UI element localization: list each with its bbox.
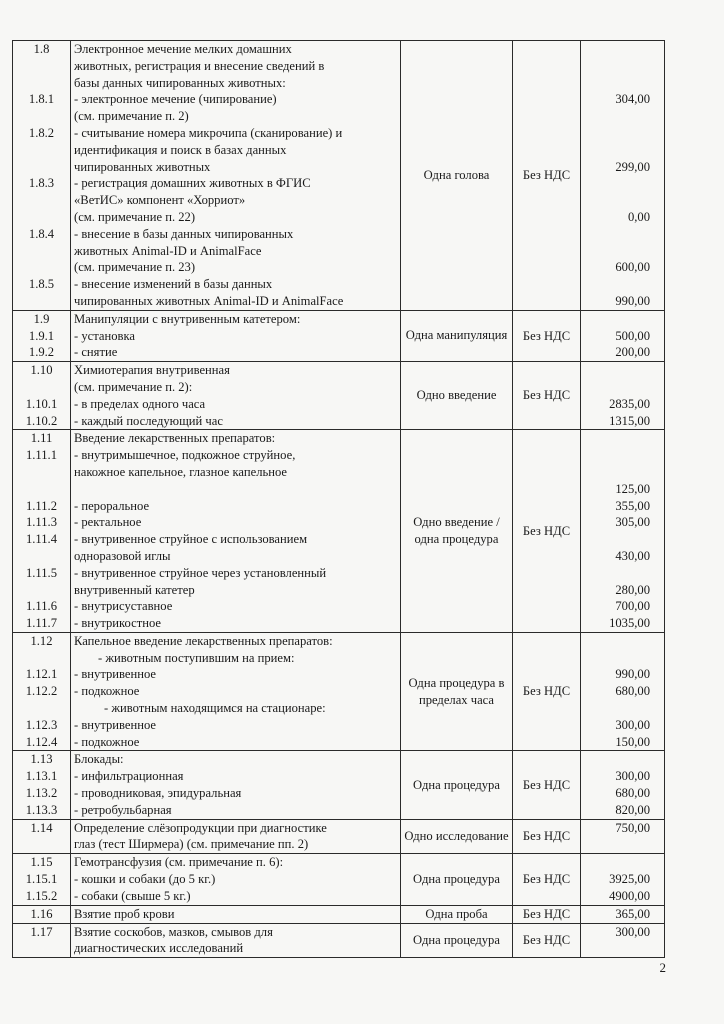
service-description-line: - внутрикостное (74, 616, 161, 631)
service-description-line: внутривенный катетер (74, 582, 195, 597)
service-description-line: - животным находящимся на стационаре: (104, 701, 326, 716)
price-line: 280,00 (615, 582, 650, 597)
service-description-line: Манипуляции с внутривенным катетером: (74, 311, 301, 326)
service-description (71, 362, 401, 430)
service-description-line: - подкожное (74, 734, 140, 749)
vat-status: Без НДС (513, 905, 581, 923)
service-description-line: - в пределах одного часа (74, 396, 206, 411)
service-description (71, 905, 401, 923)
service-description-line: Гемотрансфузия (см. примечание п. 6): (74, 855, 284, 870)
service-description-line: базы данных чипированных животных: (74, 75, 286, 90)
item-number-line (16, 293, 67, 310)
service-description (71, 751, 401, 819)
service-description-line: Электронное мечение мелких домашних (74, 42, 292, 56)
service-description-line: одноразовой иглы (74, 548, 171, 563)
vat-status: Без НДС (513, 310, 581, 361)
service-description-line: - каждый последующий час (74, 413, 223, 428)
service-description-line: Взятие проб крови (74, 906, 175, 921)
price-line (584, 243, 650, 260)
item-number-line: 1.11.6 (25, 599, 58, 614)
price-line (584, 379, 650, 396)
service-description-line: - инфильтрационная (74, 769, 184, 784)
item-number-line: 1.13.3 (25, 802, 58, 817)
price-line (584, 531, 650, 548)
service-description-line: Введение лекарственных препаратов: (74, 431, 276, 446)
price-line: 700,00 (615, 599, 650, 614)
price-line: 3925,00 (609, 872, 650, 887)
service-description-line: Взятие соскобов, мазков, смывов для (74, 924, 273, 939)
vat-status: Без НДС (513, 923, 581, 958)
table-row (13, 362, 665, 430)
price-line: 500,00 (615, 328, 650, 343)
item-number-line (16, 75, 67, 92)
unit-of-measure (401, 751, 513, 819)
table-row (13, 854, 665, 905)
price (581, 362, 665, 430)
unit-text: Одно введение (416, 388, 497, 403)
unit-text: Одна проба (425, 906, 488, 921)
item-number-line: 1.12.2 (25, 684, 58, 699)
price-line: 300,00 (615, 769, 650, 784)
item-number-line: 1.12.3 (25, 717, 58, 732)
service-description-line: Капельное введение лекарственных препаратов: (74, 633, 333, 648)
table-row (13, 310, 665, 361)
service-description-line: - внутривенное (74, 667, 157, 682)
price-line: 430,00 (615, 548, 650, 563)
price-line: 1315,00 (609, 413, 650, 428)
item-number-line: 1.16 (30, 906, 53, 921)
item-number-line: 1.11.5 (25, 565, 58, 580)
unit-text: Одно исследование (404, 828, 509, 843)
item-number-line: 1.12.4 (25, 734, 58, 749)
price-line (584, 650, 650, 667)
unit-text: Одна манипуляция (405, 328, 508, 343)
vat-status: Без НДС (513, 854, 581, 905)
item-number-line (16, 209, 67, 226)
service-description-line (74, 481, 397, 498)
vat-status: Без НДС (513, 632, 581, 751)
item-number-line: 1.10.2 (25, 413, 58, 428)
item-number (13, 751, 71, 819)
price-line (584, 276, 650, 293)
unit-text: Одна процедура (413, 871, 500, 886)
unit-of-measure (401, 430, 513, 633)
unit-of-measure (401, 819, 513, 854)
price-line: 820,00 (615, 802, 650, 817)
item-number-line (16, 58, 67, 75)
item-number-line: 1.13.1 (25, 769, 58, 784)
service-description-line: - ректальное (74, 515, 142, 530)
service-description-line: - внесение в базы данных чипированных (74, 226, 294, 241)
service-description-line: - внутримышечное, подкожное струйное, (74, 448, 296, 463)
item-number-line (16, 548, 67, 565)
item-number (13, 362, 71, 430)
service-description (71, 923, 401, 958)
price-line (584, 700, 650, 717)
unit-text: Одна процедура (413, 932, 500, 947)
vat-status: Без НДС (513, 430, 581, 633)
price (581, 430, 665, 633)
unit-of-measure (401, 905, 513, 923)
item-number-line: 1.8.5 (28, 277, 55, 292)
table-row (13, 905, 665, 923)
price (581, 310, 665, 361)
service-description (71, 854, 401, 905)
price-line: 600,00 (615, 260, 650, 275)
price-line: 299,00 (615, 159, 650, 174)
item-number-line (16, 159, 67, 176)
service-description-line: - внутривенное струйное с использованием (74, 532, 308, 547)
price-line: 2835,00 (609, 396, 650, 411)
vat-status: Без НДС (513, 819, 581, 854)
item-number (13, 41, 71, 311)
price-line (584, 430, 650, 447)
service-description-line: диагностических исследований (74, 941, 244, 956)
item-number-line (16, 259, 67, 276)
price (581, 751, 665, 819)
price-line (584, 311, 650, 328)
item-number-line (16, 582, 67, 599)
price-line (584, 751, 650, 768)
price-line (584, 41, 650, 58)
item-number (13, 632, 71, 751)
unit-of-measure (401, 854, 513, 905)
item-number-line: 1.14 (30, 820, 53, 835)
service-description-line: - внутривенное (74, 717, 157, 732)
page-number: 2 (659, 960, 666, 975)
price-line: 200,00 (615, 345, 650, 360)
item-number-line: 1.8.2 (28, 125, 55, 140)
item-number-line: 1.8.3 (28, 176, 55, 191)
price-line (584, 362, 650, 379)
item-number-line (16, 243, 67, 260)
service-description-line: - регистрация домашних животных в ФГИС (74, 176, 311, 191)
service-description (71, 310, 401, 361)
price-line: 125,00 (615, 481, 650, 496)
price (581, 923, 665, 958)
price-line: 4900,00 (609, 888, 650, 903)
price-line (584, 75, 650, 92)
price-line: 680,00 (615, 684, 650, 699)
service-description-line: - подкожное (74, 684, 140, 699)
price-line: 365,00 (615, 906, 650, 921)
item-number-line (16, 650, 67, 667)
price-line (584, 58, 650, 75)
item-number-line: 1.10 (30, 363, 53, 378)
service-description-line: - внутрисуставное (74, 599, 173, 614)
item-number (13, 430, 71, 633)
service-description-line: Химиотерапия внутривенная (74, 363, 230, 378)
price-line (584, 854, 650, 871)
service-description-line: (см. примечание п. 2) (74, 109, 189, 124)
service-description (71, 819, 401, 854)
service-description-line: - считывание номера микрочипа (сканирование) и (74, 125, 343, 140)
service-description (71, 41, 401, 311)
price-line (584, 175, 650, 192)
item-number-line (16, 700, 67, 717)
price-line (584, 226, 650, 243)
unit-text: Одна голова (423, 167, 490, 182)
item-number-line (16, 481, 67, 498)
price-table (12, 40, 665, 958)
item-number-line: 1.8 (33, 42, 50, 56)
item-number (13, 854, 71, 905)
table-row (13, 819, 665, 854)
item-number-line: 1.11.1 (25, 448, 58, 463)
service-description-line: - ретробульбарная (74, 802, 172, 817)
item-number-line: 1.13 (30, 752, 53, 767)
price-line: 150,00 (615, 734, 650, 749)
price-line: 750,00 (615, 820, 650, 835)
price-line (584, 125, 650, 142)
price-line: 355,00 (615, 498, 650, 513)
item-number-line: 1.12.1 (25, 667, 58, 682)
unit-of-measure (401, 923, 513, 958)
item-number-line: 1.9 (33, 311, 50, 326)
service-description-line: - внутривенное струйное через установленный (74, 565, 327, 580)
service-description-line: (см. примечание п. 2): (74, 379, 193, 394)
service-description-line: - электронное мечение (чипирование) (74, 92, 277, 107)
item-number-line: 1.9.1 (28, 328, 55, 343)
item-number-line: 1.8.1 (28, 92, 55, 107)
item-number (13, 905, 71, 923)
service-description-line: Определение слёзопродукции при диагностике (74, 820, 327, 835)
unit-of-measure (401, 632, 513, 751)
price-line (584, 192, 650, 209)
service-description (71, 430, 401, 633)
unit-of-measure (401, 310, 513, 361)
service-description-line: (см. примечание п. 22) (74, 209, 196, 224)
price-line (584, 464, 650, 481)
unit-text: Одна процедура (413, 777, 500, 792)
item-number-line: 1.11.2 (25, 498, 58, 513)
item-number-line: 1.15.2 (25, 888, 58, 903)
item-number-line: 1.11.4 (25, 532, 58, 547)
item-number (13, 310, 71, 361)
price-table-body (13, 41, 665, 958)
service-description-line: животных Animal-ID и AnimalFace (74, 243, 262, 258)
price-line: 1035,00 (609, 616, 650, 631)
unit-of-measure (401, 41, 513, 311)
service-description-line: - животным поступившим на прием: (98, 650, 295, 665)
vat-status: Без НДС (513, 41, 581, 311)
service-description (71, 632, 401, 751)
price-line (584, 108, 650, 125)
price-line (584, 142, 650, 159)
price-line: 300,00 (615, 924, 650, 939)
service-description-line: Блокады: (74, 752, 124, 767)
price (581, 632, 665, 751)
service-description-line: чипированных животных (74, 159, 211, 174)
item-number-line: 1.11 (30, 431, 53, 446)
item-number-line (16, 464, 67, 481)
service-description-line: накожное капельное, глазное капельное (74, 464, 287, 479)
service-description-line: - собаки (свыше 5 кг.) (74, 888, 191, 903)
item-number-line: 1.17 (30, 924, 53, 939)
service-description-line: - кошки и собаки (до 5 кг.) (74, 872, 216, 887)
item-number-line: 1.15.1 (25, 872, 58, 887)
table-row (13, 430, 665, 633)
unit-of-measure (401, 362, 513, 430)
item-number (13, 819, 71, 854)
service-description-line: - установка (74, 328, 135, 343)
item-number-line (16, 108, 67, 125)
item-number-line: 1.10.1 (25, 396, 58, 411)
service-description-line: - пероральное (74, 498, 150, 513)
unit-text: Одна процедура в пределах часа (408, 675, 505, 707)
vat-status: Без НДС (513, 751, 581, 819)
item-number-line (16, 142, 67, 159)
service-description-line: чипированных животных Animal-ID и AnimalFace (74, 293, 344, 308)
price-line (584, 633, 650, 650)
item-number-line: 1.12 (30, 633, 53, 648)
price-line: 680,00 (615, 786, 650, 801)
service-description-line: «ВетИС» компонент «Хорриот» (74, 193, 246, 208)
item-number-line: 1.11.3 (25, 515, 58, 530)
item-number (13, 923, 71, 958)
price (581, 41, 665, 311)
price-line: 990,00 (615, 293, 650, 308)
price-line (584, 565, 650, 582)
table-row (13, 632, 665, 751)
price-line: 304,00 (615, 92, 650, 107)
table-row (13, 923, 665, 958)
item-number-line: 1.13.2 (25, 786, 58, 801)
price-line (584, 447, 650, 464)
price-line: 305,00 (615, 515, 650, 530)
table-row (13, 41, 665, 311)
price (581, 819, 665, 854)
item-number-line: 1.11.7 (25, 616, 58, 631)
item-number-line: 1.8.4 (28, 226, 55, 241)
service-description-line: - проводниковая, эпидуральная (74, 786, 242, 801)
service-description-line: - внесение изменений в базы данных (74, 277, 273, 292)
item-number-line: 1.9.2 (28, 345, 55, 360)
item-number-line: 1.15 (30, 855, 53, 870)
service-description-line: идентификация и поиск в базах данных (74, 142, 287, 157)
price (581, 854, 665, 905)
table-row (13, 751, 665, 819)
service-description-line: - снятие (74, 345, 118, 360)
price-line: 300,00 (615, 717, 650, 732)
service-description-line: глаз (тест Ширмера) (см. примечание пп. 2) (74, 837, 309, 852)
price-line: 990,00 (615, 667, 650, 682)
price (581, 905, 665, 923)
vat-status: Без НДС (513, 362, 581, 430)
service-description-line: (см. примечание п. 23) (74, 260, 196, 275)
item-number-line (16, 192, 67, 209)
item-number-line (16, 379, 67, 396)
service-description-line: животных, регистрация и внесение сведений в (74, 58, 325, 73)
price-line: 0,00 (627, 209, 650, 224)
unit-text: Одно введение / одна процедура (413, 515, 500, 547)
